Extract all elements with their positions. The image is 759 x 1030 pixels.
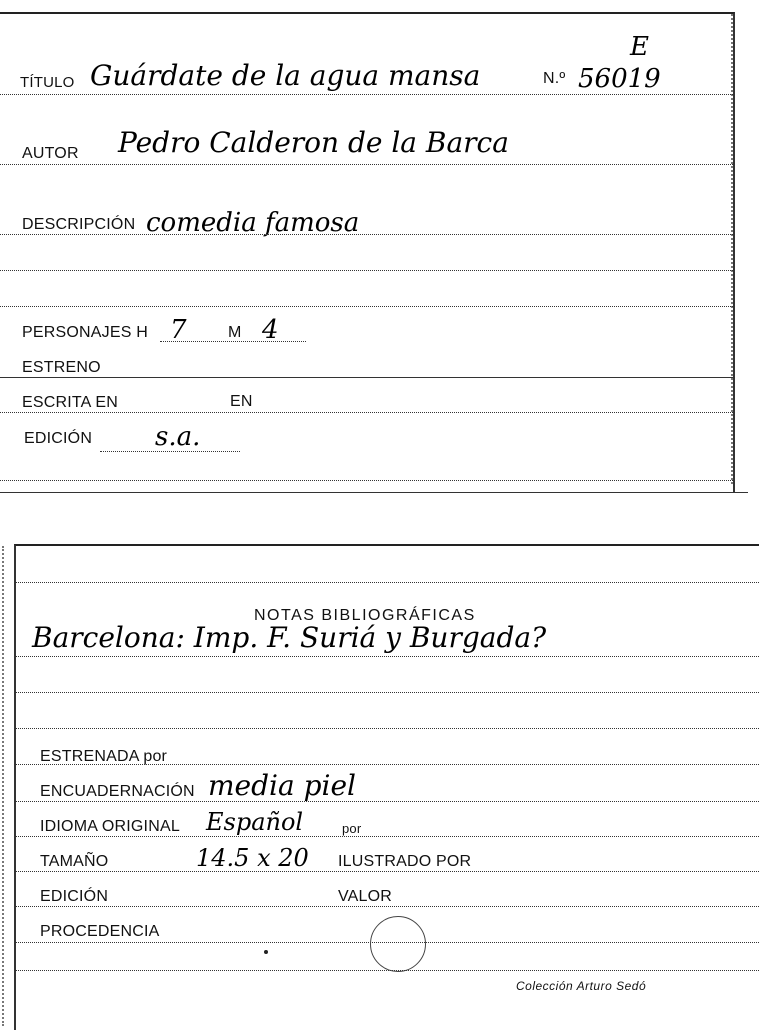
front-bottom-dotted	[0, 480, 733, 481]
notas-line-3	[16, 692, 759, 693]
autor-value: Pedro Calderon de la Barca	[118, 126, 509, 159]
card-edge-texture	[731, 14, 733, 484]
edicion-label: EDICIÓN	[40, 888, 109, 905]
escrita-en-label: EN	[230, 393, 253, 410]
bottom-line-1	[16, 970, 759, 971]
notas-label: NOTAS BIBLIOGRÁFICAS	[254, 607, 476, 624]
numero-value: 56019	[578, 64, 661, 94]
notas-line-1	[16, 582, 759, 583]
corner-mark: E	[630, 32, 649, 62]
idioma-line	[16, 836, 759, 837]
encuadernacion-label: ENCUADERNACIÓN	[40, 783, 195, 800]
idioma-por-label: por	[342, 821, 362, 836]
descripcion-line-3	[0, 306, 733, 307]
titulo-label: TÍTULO	[20, 74, 75, 91]
autor-line	[0, 164, 733, 165]
tamano-value: 14.5 x 20	[196, 844, 309, 872]
estrenada-line	[16, 764, 759, 765]
back-card	[14, 544, 759, 1030]
numero-label: N.º	[543, 70, 566, 87]
card-edge-texture	[2, 546, 4, 1026]
estreno-line	[0, 377, 733, 378]
edicion-line	[16, 906, 759, 907]
autor-label: AUTOR	[22, 145, 79, 162]
idioma-label: IDIOMA ORIGINAL	[40, 818, 180, 835]
coleccion-stamp: Colección Arturo Sedó	[516, 979, 647, 993]
edicion-line	[100, 451, 240, 452]
procedencia-label: PROCEDENCIA	[40, 923, 160, 940]
descripcion-line-2	[0, 270, 733, 271]
escrita-label: ESCRITA EN	[22, 394, 118, 411]
personajes-h-value: 7	[170, 315, 187, 345]
descripcion-label: DESCRIPCIÓN	[22, 216, 136, 233]
estreno-label: ESTRENO	[22, 359, 101, 376]
edicion-label: EDICIÓN	[24, 430, 93, 447]
punch-hole-circle	[370, 916, 426, 972]
personajes-line	[160, 341, 306, 342]
edicion-value: s.a.	[155, 422, 201, 452]
descripcion-value: comedia famosa	[146, 208, 360, 238]
encuadernacion-value: media piel	[208, 769, 356, 802]
descripcion-line-1	[0, 234, 733, 235]
titulo-value: Guárdate de la agua mansa	[90, 59, 481, 92]
escrita-line	[0, 412, 733, 413]
encuadernacion-line	[16, 801, 759, 802]
valor-label: VALOR	[338, 888, 393, 905]
front-card	[0, 12, 735, 492]
notas-value: Barcelona: Imp. F. Suriá y Burgada?	[32, 621, 547, 654]
front-bottom-edge	[0, 492, 748, 493]
estrenada-label: ESTRENADA por	[40, 748, 168, 765]
titulo-line	[0, 94, 733, 95]
personajes-m-label: M	[228, 324, 242, 341]
personajes-m-value: 4	[262, 315, 279, 345]
tamano-label: TAMAÑO	[40, 853, 109, 870]
personajes-label: PERSONAJES H	[22, 324, 148, 341]
ilustrado-label: ILUSTRADO POR	[338, 853, 472, 870]
notas-line-2	[16, 656, 759, 657]
tamano-line	[16, 871, 759, 872]
notas-line-4	[16, 728, 759, 729]
idioma-value: Español	[206, 808, 304, 836]
ink-dot	[264, 950, 268, 954]
